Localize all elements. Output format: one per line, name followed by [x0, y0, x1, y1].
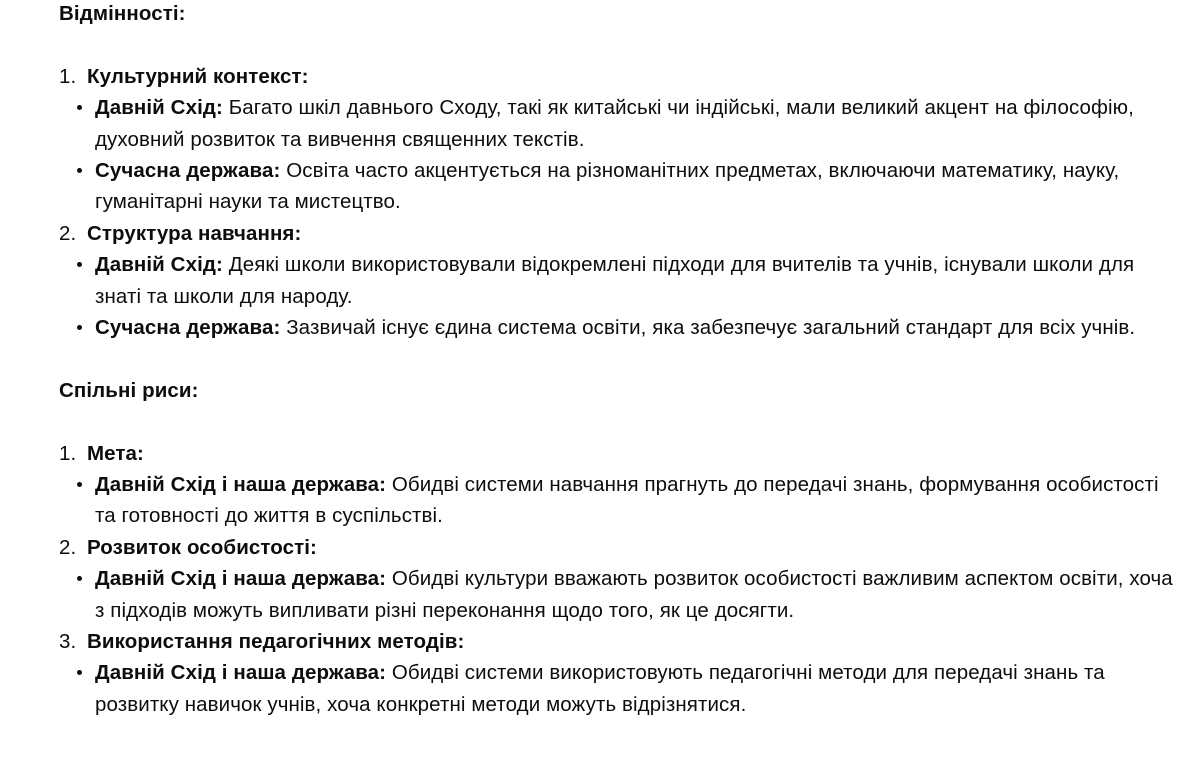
bullet-item: [59, 312, 1176, 343]
differences-list: [59, 61, 1176, 344]
bullet-dot-icon: [77, 105, 82, 110]
item-title: [59, 61, 1176, 92]
item-title-text: Використання педагогічних методів:: [87, 630, 465, 654]
differences-heading: Відмінності:: [59, 2, 186, 25]
list-item: [59, 438, 1176, 532]
list-item: [59, 218, 1176, 344]
spacer: [59, 29, 1176, 60]
bullet-item: [59, 155, 1176, 218]
bullet-dot-icon: [77, 262, 82, 267]
bullet-label: Давній Схід і наша держава:: [95, 661, 387, 685]
item-title: [59, 626, 1176, 657]
item-number: 2.: [59, 535, 77, 559]
item-number: 1.: [59, 441, 77, 465]
bullet-text: Деякі школи використовували відокремлені підходи для вчителів та учнів, існували школи для знаті та школи для народу.: [95, 253, 1135, 308]
bullet-list: [59, 657, 1176, 720]
item-title-text: Розвиток особистості:: [87, 535, 317, 559]
bullet-text: Багато шкіл давнього Сходу, такі як китайські чи індійські, мали великий акцент на філософію, духовний розвиток та вивчення священних текстів.: [95, 96, 1134, 151]
bullet-label: Давній Схід і наша держава:: [95, 473, 387, 497]
bullet-dot-icon: [77, 168, 82, 173]
item-title: [59, 438, 1176, 469]
bullet-text: Обидві системи використовують педагогічні методи для передачі знань та розвитку навичок учнів, хоча конкретні методи можуть відрізнятися.: [95, 661, 1105, 716]
bullet-item: [59, 92, 1176, 155]
bullet-text: Обидві культури вважають розвиток особистості важливим аспектом освіти, хоча з підходів можуть випливати різні переконання щодо того, як це досягти.: [95, 567, 1173, 622]
list-item: [59, 626, 1176, 720]
bullet-label: Давній Схід:: [95, 253, 223, 277]
bullet-text: Освіта часто акцентується на різноманітних предметах, включаючи математику, науку, гуманітарні науки та мистецтво.: [95, 159, 1120, 214]
common-heading: Спільні риси:: [59, 378, 199, 402]
list-item: [59, 61, 1176, 218]
bullet-dot-icon: [77, 325, 82, 330]
item-title-text: Мета:: [87, 441, 144, 465]
bullet-label: Давній Схід:: [95, 96, 223, 120]
bullet-item: [59, 249, 1176, 312]
bullet-dot-icon: [77, 670, 82, 675]
bullet-label: Сучасна держава:: [95, 159, 281, 182]
item-title-text: Культурний контекст:: [87, 64, 309, 88]
common-list: [59, 438, 1176, 721]
bullet-list: [59, 469, 1176, 532]
list-item: [59, 532, 1176, 626]
bullet-dot-icon: [77, 576, 82, 581]
bullet-text: Обидві системи навчання прагнуть до передачі знань, формування особистості та готовності до життя в суспільстві.: [95, 473, 1159, 528]
bullet-item: [59, 469, 1176, 532]
bullet-list: [59, 92, 1176, 218]
bullet-list: [59, 563, 1176, 626]
bullet-label: Сучасна держава:: [95, 316, 281, 340]
bullet-item: [59, 563, 1176, 626]
bullet-dot-icon: [77, 482, 82, 487]
item-title: [59, 218, 1176, 249]
item-title: [59, 532, 1176, 563]
bullet-text: Зазвичай існує єдина система освіти, яка забезпечує загальний стандарт для всіх учнів.: [280, 316, 1136, 340]
item-number: 2.: [59, 221, 77, 245]
spacer: [59, 406, 1176, 437]
bullet-label: Давній Схід і наша держава:: [95, 567, 387, 591]
bullet-list: [59, 249, 1176, 343]
bullet-item: [59, 657, 1176, 720]
item-title-text: Структура навчання:: [87, 221, 302, 245]
spacer: [59, 343, 1176, 374]
item-number: 1.: [59, 64, 77, 88]
item-number: 3.: [59, 630, 77, 654]
